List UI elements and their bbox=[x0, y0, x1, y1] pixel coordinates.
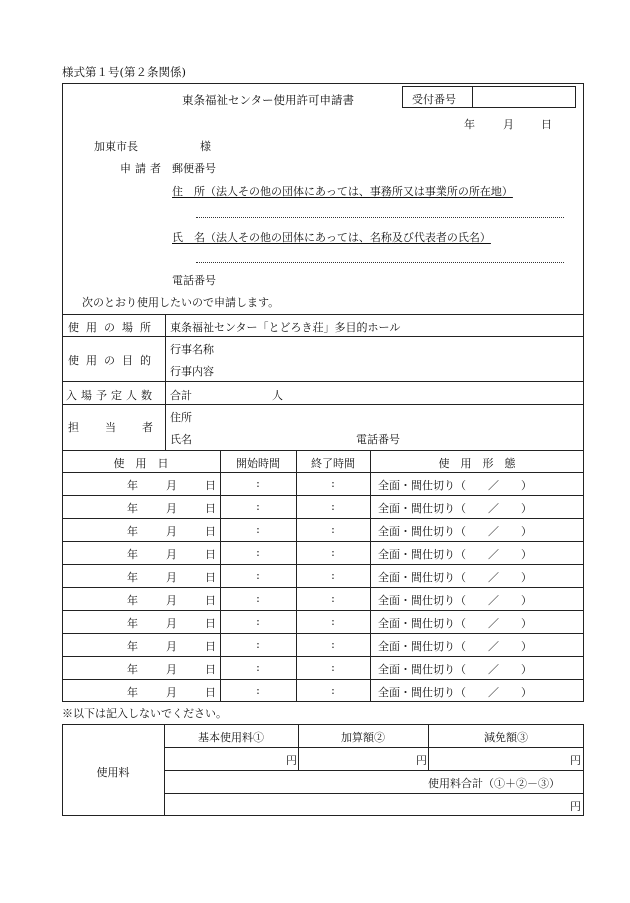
schedule-day[interactable]: 日 bbox=[205, 502, 216, 515]
schedule-header-form: 使 用 形 態 bbox=[438, 457, 516, 470]
schedule-start-time[interactable]: : bbox=[256, 661, 260, 674]
form-title: 東条福祉センター使用許可申請書 bbox=[182, 93, 355, 107]
schedule-day[interactable]: 日 bbox=[205, 525, 216, 538]
schedule-end-time[interactable]: : bbox=[331, 569, 335, 582]
schedule-row-divider bbox=[62, 656, 584, 657]
manager-label: 担当者 bbox=[68, 421, 179, 434]
schedule-row-divider bbox=[62, 518, 584, 519]
schedule-year[interactable]: 年 bbox=[127, 686, 138, 699]
schedule-end-time[interactable]: : bbox=[331, 684, 335, 697]
schedule-month[interactable]: 月 bbox=[166, 571, 177, 584]
schedule-row-divider bbox=[62, 679, 584, 680]
schedule-month[interactable]: 月 bbox=[166, 663, 177, 676]
schedule-usage-form[interactable]: 全面・間仕切り（ ／ ） bbox=[378, 640, 532, 653]
receipt-label: 受付番号 bbox=[412, 93, 456, 106]
fee-reduce-label: 減免額③ bbox=[484, 731, 528, 744]
schedule-start-time[interactable]: : bbox=[256, 500, 260, 513]
fee-total-yen: 円 bbox=[570, 800, 581, 813]
fee-total-label: 使用料合計（①＋②－③） bbox=[428, 777, 560, 790]
mayor-label: 加東市長 bbox=[94, 140, 138, 153]
schedule-header-date: 使 用 日 bbox=[113, 457, 169, 470]
schedule-day[interactable]: 日 bbox=[205, 571, 216, 584]
schedule-month[interactable]: 月 bbox=[166, 594, 177, 607]
schedule-month[interactable]: 月 bbox=[166, 548, 177, 561]
schedule-row-divider bbox=[62, 541, 584, 542]
schedule-usage-form[interactable]: 全面・間仕切り（ ／ ） bbox=[378, 663, 532, 676]
manager-phone-label: 電話番号 bbox=[356, 433, 400, 446]
schedule-usage-form[interactable]: 全面・間仕切り（ ／ ） bbox=[378, 686, 532, 699]
name-input-line[interactable] bbox=[196, 262, 564, 263]
schedule-start-time[interactable]: : bbox=[256, 569, 260, 582]
schedule-header-end: 終了時間 bbox=[311, 457, 355, 470]
schedule-end-time[interactable]: : bbox=[331, 661, 335, 674]
schedule-start-time[interactable]: : bbox=[256, 477, 260, 490]
schedule-end-time[interactable]: : bbox=[331, 500, 335, 513]
schedule-end-time[interactable]: : bbox=[331, 615, 335, 628]
schedule-day[interactable]: 日 bbox=[205, 594, 216, 607]
address-input-line[interactable] bbox=[196, 217, 564, 218]
schedule-start-time[interactable]: : bbox=[256, 592, 260, 605]
schedule-month[interactable]: 月 bbox=[166, 686, 177, 699]
schedule-row-divider bbox=[62, 610, 584, 611]
schedule-usage-form[interactable]: 全面・間仕切り（ ／ ） bbox=[378, 594, 532, 607]
schedule-end-time[interactable]: : bbox=[331, 638, 335, 651]
schedule-day[interactable]: 日 bbox=[205, 617, 216, 630]
schedule-row-divider bbox=[62, 495, 584, 496]
place-value: 東条福祉センター「とどろき荘」多目的ホール bbox=[170, 321, 401, 334]
schedule-start-time[interactable]: : bbox=[256, 638, 260, 651]
event-content-label: 行事内容 bbox=[170, 365, 214, 378]
schedule-day[interactable]: 日 bbox=[205, 640, 216, 653]
schedule-month[interactable]: 月 bbox=[166, 640, 177, 653]
event-name-label: 行事名称 bbox=[170, 343, 214, 356]
name-label: 氏 名（法人その他の団体にあっては、名称及び代表者の氏名） bbox=[172, 231, 491, 244]
schedule-usage-form[interactable]: 全面・間仕切り（ ／ ） bbox=[378, 502, 532, 515]
schedule-year[interactable]: 年 bbox=[127, 571, 138, 584]
schedule-month[interactable]: 月 bbox=[166, 525, 177, 538]
purpose-label: 使用の目的 bbox=[68, 354, 158, 367]
schedule-end-time[interactable]: : bbox=[331, 592, 335, 605]
phone-label: 電話番号 bbox=[172, 274, 216, 287]
date-month: 月 bbox=[503, 118, 514, 131]
honorific: 様 bbox=[200, 140, 211, 153]
schedule-end-time[interactable]: : bbox=[331, 546, 335, 559]
schedule-usage-form[interactable]: 全面・間仕切り（ ／ ） bbox=[378, 617, 532, 630]
schedule-usage-form[interactable]: 全面・間仕切り（ ／ ） bbox=[378, 525, 532, 538]
schedule-row-divider bbox=[62, 587, 584, 588]
schedule-start-time[interactable]: : bbox=[256, 546, 260, 559]
schedule-year[interactable]: 年 bbox=[127, 640, 138, 653]
manager-name-label: 氏名 bbox=[170, 433, 192, 446]
fee-add-yen: 円 bbox=[416, 754, 427, 767]
schedule-month[interactable]: 月 bbox=[166, 479, 177, 492]
schedule-usage-form[interactable]: 全面・間仕切り（ ／ ） bbox=[378, 548, 532, 561]
schedule-day[interactable]: 日 bbox=[205, 686, 216, 699]
schedule-year[interactable]: 年 bbox=[127, 663, 138, 676]
schedule-year[interactable]: 年 bbox=[127, 594, 138, 607]
total-label: 合計 bbox=[170, 389, 192, 402]
manager-address-label: 住所 bbox=[170, 411, 192, 424]
schedule-year[interactable]: 年 bbox=[127, 548, 138, 561]
form-label: 様式第１号(第２条関係) bbox=[62, 65, 186, 79]
request-text: 次のとおり使用したいので申請します。 bbox=[82, 296, 280, 309]
attendance-label: 入場予定人数 bbox=[66, 389, 156, 402]
fee-basic-label: 基本使用料① bbox=[198, 731, 264, 744]
schedule-day[interactable]: 日 bbox=[205, 548, 216, 561]
fee-add-label: 加算額② bbox=[341, 731, 385, 744]
fee-reduce-yen: 円 bbox=[570, 754, 581, 767]
schedule-end-time[interactable]: : bbox=[331, 477, 335, 490]
date-day: 日 bbox=[541, 118, 552, 131]
schedule-day[interactable]: 日 bbox=[205, 479, 216, 492]
postal-code-label: 郵便番号 bbox=[172, 162, 216, 175]
person-unit: 人 bbox=[272, 389, 283, 402]
schedule-row-divider bbox=[62, 564, 584, 565]
schedule-start-time[interactable]: : bbox=[256, 684, 260, 697]
fee-label: 使用料 bbox=[96, 766, 130, 779]
fee-basic-yen: 円 bbox=[286, 754, 297, 767]
address-label: 住 所（法人その他の団体にあっては、事務所又は事業所の所在地） bbox=[172, 185, 513, 198]
schedule-day[interactable]: 日 bbox=[205, 663, 216, 676]
schedule-year[interactable]: 年 bbox=[127, 502, 138, 515]
place-label: 使用の場所 bbox=[68, 321, 158, 334]
schedule-start-time[interactable]: : bbox=[256, 523, 260, 536]
schedule-year[interactable]: 年 bbox=[127, 479, 138, 492]
schedule-row-divider bbox=[62, 633, 584, 634]
schedule-month[interactable]: 月 bbox=[166, 502, 177, 515]
schedule-year[interactable]: 年 bbox=[127, 525, 138, 538]
schedule-usage-form[interactable]: 全面・間仕切り（ ／ ） bbox=[378, 571, 532, 584]
schedule-start-time[interactable]: : bbox=[256, 615, 260, 628]
schedule-month[interactable]: 月 bbox=[166, 617, 177, 630]
date-year: 年 bbox=[464, 118, 475, 131]
schedule-usage-form[interactable]: 全面・間仕切り（ ／ ） bbox=[378, 479, 532, 492]
note-text: ※以下は記入しないでください。 bbox=[62, 707, 227, 720]
schedule-end-time[interactable]: : bbox=[331, 523, 335, 536]
schedule-header-start: 開始時間 bbox=[236, 457, 280, 470]
applicant-label: 申請者 bbox=[120, 162, 165, 175]
schedule-year[interactable]: 年 bbox=[127, 617, 138, 630]
